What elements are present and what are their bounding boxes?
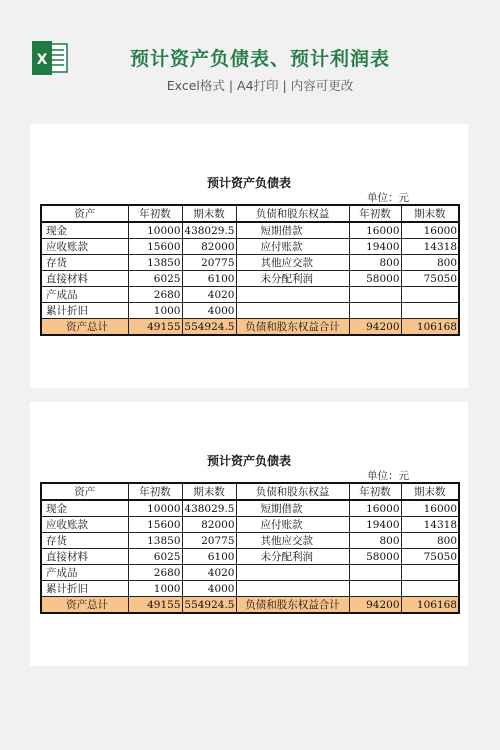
table-cell: 16000 <box>349 222 401 239</box>
table-row <box>41 222 459 239</box>
table-cell <box>236 303 349 319</box>
table-cell: 554924.5 <box>182 597 236 614</box>
table-cell <box>401 565 459 581</box>
total-row <box>41 597 459 614</box>
table-cell: 应付账款 <box>236 517 349 533</box>
table-cell: 14318 <box>401 517 459 533</box>
sheet-title: 预计资产负债表 <box>206 176 291 190</box>
table-cell: 6025 <box>128 549 182 565</box>
table-cell: 4000 <box>182 581 236 597</box>
table-cell: 应收账款 <box>41 239 128 255</box>
table-cell: 75050 <box>401 549 459 565</box>
table-cell <box>349 303 401 319</box>
table-row <box>41 565 459 581</box>
table-cell <box>401 303 459 319</box>
table-cell: 存货 <box>41 255 128 271</box>
table-cell: 15600 <box>128 239 182 255</box>
table-header-row <box>41 205 459 222</box>
column-header: 负债和股东权益 <box>236 483 349 500</box>
sheet-preview-2 <box>30 402 468 666</box>
table-cell: 14318 <box>401 239 459 255</box>
balance-sheet-table <box>40 482 460 614</box>
column-header: 年初数 <box>349 205 401 222</box>
table-cell: 15600 <box>128 517 182 533</box>
unit-label: 单位：元 <box>367 192 409 204</box>
table-cell: 累计折旧 <box>41 581 128 597</box>
table-cell: 20775 <box>182 533 236 549</box>
excel-icon-letter: X <box>36 52 48 68</box>
page-title: 预计资产负债表、预计利润表 <box>129 48 390 70</box>
table-row <box>41 500 459 517</box>
column-header: 资产 <box>41 483 128 500</box>
table-cell: 13850 <box>128 533 182 549</box>
table-cell: 82000 <box>182 239 236 255</box>
table-cell: 6025 <box>128 271 182 287</box>
table-cell: 4020 <box>182 565 236 581</box>
table-cell: 其他应交款 <box>236 533 349 549</box>
table-header-row <box>41 483 459 500</box>
table-row <box>41 533 459 549</box>
table-cell <box>236 287 349 303</box>
table-cell: 累计折旧 <box>41 303 128 319</box>
table-cell: 6100 <box>182 549 236 565</box>
table-cell: 短期借款 <box>236 222 349 239</box>
total-row <box>41 319 459 336</box>
table-cell <box>349 565 401 581</box>
table-cell: 58000 <box>349 271 401 287</box>
table-row <box>41 271 459 287</box>
table-cell: 直接材料 <box>41 549 128 565</box>
table-cell: 直接材料 <box>41 271 128 287</box>
table-cell: 94200 <box>349 597 401 614</box>
page-header <box>0 0 500 110</box>
table-row <box>41 581 459 597</box>
table-cell <box>236 565 349 581</box>
table-cell: 438029.5 <box>182 500 236 517</box>
column-header: 期末数 <box>182 483 236 500</box>
column-header: 年初数 <box>349 483 401 500</box>
table-cell: 产成品 <box>41 287 128 303</box>
table-cell: 49155 <box>128 319 182 336</box>
table-cell: 资产总计 <box>41 319 128 336</box>
table-cell: 800 <box>401 533 459 549</box>
column-header: 年初数 <box>128 205 182 222</box>
table-row <box>41 303 459 319</box>
table-cell: 16000 <box>349 500 401 517</box>
table-cell <box>349 287 401 303</box>
table-cell: 负债和股东权益合计 <box>236 597 349 614</box>
table-cell: 58000 <box>349 549 401 565</box>
table-cell: 75050 <box>401 271 459 287</box>
column-header: 期末数 <box>401 205 459 222</box>
sheet-preview-1 <box>30 124 468 388</box>
column-header: 年初数 <box>128 483 182 500</box>
table-cell: 存货 <box>41 533 128 549</box>
table-row <box>41 255 459 271</box>
table-cell: 20775 <box>182 255 236 271</box>
table-cell: 1000 <box>128 303 182 319</box>
unit-label: 单位：元 <box>367 470 409 482</box>
table-cell: 800 <box>401 255 459 271</box>
table-cell: 19400 <box>349 517 401 533</box>
table-cell: 未分配利润 <box>236 271 349 287</box>
table-cell: 16000 <box>401 500 459 517</box>
table-cell: 未分配利润 <box>236 549 349 565</box>
table-cell: 438029.5 <box>182 222 236 239</box>
table-cell: 19400 <box>349 239 401 255</box>
column-header: 期末数 <box>182 205 236 222</box>
table-cell: 现金 <box>41 500 128 517</box>
column-header: 资产 <box>41 205 128 222</box>
table-cell: 2680 <box>128 565 182 581</box>
table-cell: 106168 <box>401 597 459 614</box>
table-cell: 106168 <box>401 319 459 336</box>
table-cell: 82000 <box>182 517 236 533</box>
column-header: 期末数 <box>401 483 459 500</box>
table-cell: 资产总计 <box>41 597 128 614</box>
table-cell: 13850 <box>128 255 182 271</box>
table-cell <box>401 581 459 597</box>
table-cell: 800 <box>349 255 401 271</box>
table-cell: 2680 <box>128 287 182 303</box>
table-cell: 16000 <box>401 222 459 239</box>
table-cell <box>401 287 459 303</box>
table-cell: 10000 <box>128 222 182 239</box>
table-cell: 应收账款 <box>41 517 128 533</box>
table-cell: 1000 <box>128 581 182 597</box>
table-cell: 现金 <box>41 222 128 239</box>
table-row <box>41 287 459 303</box>
table-cell: 800 <box>349 533 401 549</box>
table-cell: 产成品 <box>41 565 128 581</box>
table-row <box>41 517 459 533</box>
table-cell: 4000 <box>182 303 236 319</box>
table-row <box>41 239 459 255</box>
table-cell: 短期借款 <box>236 500 349 517</box>
table-cell: 6100 <box>182 271 236 287</box>
table-cell: 应付账款 <box>236 239 349 255</box>
column-header: 负债和股东权益 <box>236 205 349 222</box>
sheet-title: 预计资产负债表 <box>206 454 291 468</box>
table-cell: 4020 <box>182 287 236 303</box>
table-cell: 负债和股东权益合计 <box>236 319 349 336</box>
table-cell: 554924.5 <box>182 319 236 336</box>
page-subtitle: Excel格式 | A4打印 | 内容可更改 <box>166 78 354 93</box>
balance-sheet-table <box>40 204 460 336</box>
table-cell <box>236 581 349 597</box>
table-cell: 94200 <box>349 319 401 336</box>
table-cell: 49155 <box>128 597 182 614</box>
table-cell: 其他应交款 <box>236 255 349 271</box>
table-cell: 10000 <box>128 500 182 517</box>
table-cell <box>349 581 401 597</box>
table-row <box>41 549 459 565</box>
